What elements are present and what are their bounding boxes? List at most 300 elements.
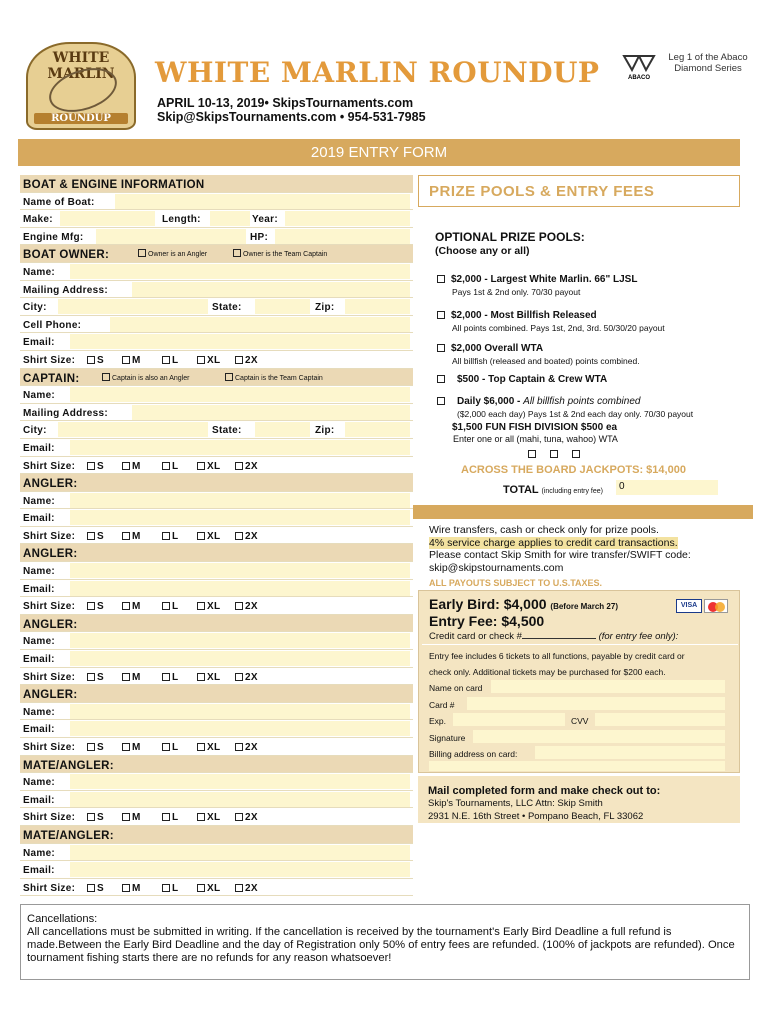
owner-angler-label: Owner is an Angler [148, 251, 208, 259]
boat-name-label: Name of Boat: [23, 196, 95, 208]
shirt-l-checkbox[interactable] [162, 884, 170, 892]
prize-4 [437, 369, 607, 387]
prize-2-label: $2,000 - Most Billfish Released [451, 310, 597, 321]
shirt-xl-label: XL [207, 812, 221, 824]
shirt-l-label: L [172, 601, 179, 613]
event-contact: Skip@SkipsTournaments.com • 954-531-7985 [157, 110, 426, 124]
angler-1-email-field[interactable] [70, 510, 410, 525]
shirt-2x-checkbox[interactable] [235, 743, 243, 751]
abaco-logo-text: ABACO [628, 75, 650, 81]
prize-1-label: $2,000 - Largest White Marlin. 66" LJSL [451, 274, 638, 285]
shirt-xl-label: XL [207, 671, 221, 683]
entry-form-left [20, 175, 413, 896]
angler-4-name-label: Name: [23, 706, 56, 718]
shirt-option-2x [235, 355, 258, 366]
shirt-xl-checkbox[interactable] [197, 673, 205, 681]
cvv-field[interactable] [595, 713, 725, 726]
shirt-l-label: L [172, 882, 179, 894]
cancellation-policy [20, 904, 750, 980]
visa-icon: VISA [676, 599, 702, 613]
tournament-logo [26, 42, 136, 130]
page-title: WHITE MARLIN ROUNDUP [155, 56, 600, 89]
billing-label: Billing address on card: [429, 749, 518, 759]
shirt-2x-label: 2X [245, 460, 258, 472]
shirt-option-2x [235, 531, 258, 542]
event-dates: APRIL 10-13, 2019• SkipsTournaments.com [157, 96, 414, 110]
shirt-option-s [87, 531, 104, 542]
owner-city-label: City: [23, 302, 47, 314]
captain-angler-checkbox[interactable] [102, 373, 110, 381]
mahi-checkbox[interactable] [528, 450, 536, 458]
shirt-m-checkbox[interactable] [122, 743, 130, 751]
mate-angler-5-name-label: Name: [23, 777, 56, 789]
shirt-l-label: L [172, 530, 179, 542]
angler-2-header [20, 544, 413, 562]
prize-5-label: Daily $6,000 - [457, 396, 524, 407]
owner-name-row [20, 263, 413, 281]
shirt-s-label: S [97, 530, 104, 542]
mate-angler-6-email-label: Email: [23, 865, 55, 877]
angler-1-name-field[interactable] [70, 493, 410, 508]
prize-1 [437, 269, 637, 297]
angler-3-name-label: Name: [23, 636, 56, 648]
exp-label: Exp. [429, 716, 447, 726]
prize-3-note: All billfish (released and boated) points combined. [452, 356, 640, 366]
length-field[interactable] [210, 211, 250, 226]
owner-address-row [20, 281, 413, 299]
prize-3-label: $2,000 Overall WTA [451, 343, 544, 354]
shirt-option-xl [197, 601, 220, 612]
owner-email-label: Email: [23, 337, 55, 349]
owner-zip-label: Zip: [315, 302, 335, 314]
shirt-option-xl [197, 812, 220, 823]
angler-1-label: ANGLER: [23, 478, 78, 491]
angler-2-email-row [20, 580, 413, 598]
captain-angler-label: Captain is also an Angler [112, 374, 190, 382]
shirt-l-checkbox[interactable] [162, 743, 170, 751]
shirt-s-label: S [97, 742, 104, 753]
hp-field[interactable] [275, 229, 410, 244]
wire-contact-note: Please contact Skip Smith for wire transfer/SWIFT code: [429, 549, 691, 561]
shirt-l-checkbox[interactable] [162, 462, 170, 470]
engine-field[interactable] [96, 229, 246, 244]
exp-field[interactable] [453, 713, 565, 726]
prize-pools-title: PRIZE POOLS & ENTRY FEES [429, 183, 655, 200]
captain-city-label: City: [23, 425, 47, 437]
shirt-2x-label: 2X [245, 354, 258, 366]
owner-city-field[interactable] [58, 299, 208, 314]
shirt-option-xl [197, 742, 220, 753]
form-title: 2019 ENTRY FORM [18, 139, 740, 166]
shirt-option-xl [197, 355, 220, 366]
mail-name: Skip's Tournaments, LLC Attn: Skip Smith [428, 798, 603, 809]
angler-4-label: ANGLER: [23, 689, 78, 702]
shirt-option-2x [235, 672, 258, 683]
owner-zip-field[interactable] [345, 299, 410, 314]
owner-shirt-row [20, 351, 413, 369]
captain-header [20, 369, 413, 387]
card-number-field[interactable] [467, 697, 725, 710]
logo-title: WHITE MARLIN [47, 50, 115, 82]
owner-angler-checkbox[interactable] [138, 249, 146, 257]
fun-fish-title: $1,500 FUN FISH DIVISION $500 ea [452, 422, 618, 433]
abaco-logo [618, 52, 660, 82]
shirt-l-checkbox[interactable] [162, 813, 170, 821]
shirt-option-l [162, 812, 178, 823]
cc-check-label [429, 631, 678, 642]
captain-zip-field[interactable] [345, 422, 410, 437]
mate-angler-6-name-field[interactable] [70, 845, 410, 860]
angler-2-name-label: Name: [23, 566, 56, 578]
angler-1-name-row [20, 492, 413, 510]
owner-header [20, 245, 413, 263]
shirt-option-2x [235, 742, 258, 753]
shirt-2x-label: 2X [245, 882, 258, 894]
shirt-xl-label: XL [207, 354, 221, 366]
angler-4-header [20, 685, 413, 703]
wire-note: Wire transfers, cash or check only for prize pools. [429, 524, 659, 536]
series-note: Leg 1 of the Abaco Diamond Series [668, 52, 748, 74]
shirt-m-checkbox[interactable] [122, 673, 130, 681]
total-label-text: TOTAL [503, 484, 539, 496]
prize-5-detail: All billfish points combined [523, 396, 641, 407]
shirt-m-checkbox[interactable] [122, 462, 130, 470]
ticket-note-1: Entry fee includes 6 tickets to all functions, payable by credit card or [429, 651, 685, 661]
event-info [157, 96, 426, 124]
jackpots-total: ACROSS THE BOARD JACKPOTS: $14,000 [461, 464, 686, 476]
mate-angler-5-header [20, 756, 413, 774]
shirt-option-2x [235, 601, 258, 612]
optional-pools-heading: OPTIONAL PRIZE POOLS: [435, 230, 585, 244]
shirt-l-label: L [172, 671, 179, 683]
mail-address: 2931 N.E. 16th Street • Pompano Beach, FL 33062 [428, 811, 644, 822]
entry-fee-box [418, 590, 740, 773]
prize-1-note: Pays 1st & 2nd only. 70/30 payout [452, 287, 581, 297]
early-bird-fee [429, 596, 618, 612]
service-charge-note: 4% service charge applies to credit card transactions. [429, 536, 678, 549]
divider [422, 644, 738, 645]
shirt-size-label: Shirt Size: [23, 460, 76, 472]
shirt-option-l [162, 883, 178, 894]
shirt-s-label: S [97, 354, 104, 366]
shirt-option-s [87, 355, 104, 366]
mate-angler-5-email-label: Email: [23, 794, 55, 806]
shirt-m-checkbox[interactable] [122, 813, 130, 821]
shirt-l-label: L [172, 460, 179, 472]
angler-3-label: ANGLER: [23, 618, 78, 631]
cc-check-text: Credit card or check # [429, 631, 522, 642]
shirt-xl-label: XL [207, 530, 221, 542]
section-divider [413, 505, 753, 519]
shirt-s-checkbox[interactable] [87, 673, 95, 681]
angler-2-email-label: Email: [23, 583, 55, 595]
shirt-l-checkbox[interactable] [162, 356, 170, 364]
shirt-option-l [162, 742, 178, 753]
payment-notes [429, 524, 691, 590]
shirt-s-checkbox[interactable] [87, 532, 95, 540]
shirt-option-s [87, 461, 104, 472]
shirt-option-l [162, 601, 178, 612]
angler-3-email-label: Email: [23, 654, 55, 666]
shirt-m-label: M [132, 812, 141, 824]
captain-state-field[interactable] [255, 422, 310, 437]
mate-angler-6-name-row [20, 844, 413, 862]
shirt-option-2x [235, 812, 258, 823]
angler-1-header [20, 474, 413, 492]
shirt-m-checkbox[interactable] [122, 884, 130, 892]
shirt-s-checkbox[interactable] [87, 884, 95, 892]
captain-state-label: State: [212, 425, 242, 437]
shirt-s-checkbox[interactable] [87, 356, 95, 364]
mate-angler-6-name-label: Name: [23, 847, 56, 859]
total-field[interactable]: 0 [616, 480, 718, 495]
captain-city-field[interactable] [58, 422, 208, 437]
shirt-m-label: M [132, 460, 141, 472]
prize-3-checkbox[interactable] [437, 344, 445, 352]
engine-label: Engine Mfg: [23, 231, 84, 243]
mate-angler-6-shirt-row [20, 879, 413, 897]
captain-city-row [20, 421, 413, 439]
owner-address-field[interactable] [132, 282, 410, 297]
shirt-size-label: Shirt Size: [23, 742, 76, 753]
shirt-2x-checkbox[interactable] [235, 813, 243, 821]
shirt-m-checkbox[interactable] [122, 602, 130, 610]
mate-angler-6-label: MATE/ANGLER: [23, 829, 114, 842]
ticket-note [429, 648, 685, 680]
shirt-xl-checkbox[interactable] [197, 813, 205, 821]
angler-2-name-field[interactable] [70, 563, 410, 578]
captain-email-field[interactable] [70, 440, 410, 455]
shirt-m-checkbox[interactable] [122, 532, 130, 540]
shirt-xl-label: XL [207, 882, 221, 894]
shirt-size-label: Shirt Size: [23, 882, 76, 894]
prize-4-label: $500 - Top Captain & Crew WTA [457, 374, 608, 385]
owner-email-field[interactable] [70, 334, 410, 349]
early-bird-deadline: (Before March 27) [550, 602, 618, 611]
angler-4-email-row [20, 720, 413, 738]
mate-angler-5-label: MATE/ANGLER: [23, 759, 114, 772]
prize-5 [437, 391, 693, 419]
shirt-2x-label: 2X [245, 812, 258, 824]
mate-angler-6-email-row [20, 861, 413, 879]
fun-fish-note: Enter one or all (mahi, tuna, wahoo) WTA [453, 434, 618, 444]
mate-angler-5-name-field[interactable] [70, 774, 410, 789]
shirt-l-label: L [172, 812, 179, 824]
mate-angler-6-email-field[interactable] [70, 862, 410, 877]
shirt-xl-label: XL [207, 601, 221, 613]
angler-1-email-row [20, 509, 413, 527]
shirt-s-label: S [97, 882, 104, 894]
cancellation-heading: Cancellations: [27, 913, 98, 925]
shirt-option-s [87, 742, 104, 753]
owner-state-label: State: [212, 302, 242, 314]
boat-section-label: BOAT & ENGINE INFORMATION [23, 179, 205, 191]
shirt-size-label: Shirt Size: [23, 671, 76, 683]
boat-name-row [20, 193, 413, 211]
total-note: (including entry fee) [541, 488, 603, 495]
shirt-m-label: M [132, 601, 141, 613]
prize-2-checkbox[interactable] [437, 311, 445, 319]
captain-team-label: Captain is the Team Captain [235, 374, 323, 382]
shirt-2x-checkbox[interactable] [235, 673, 243, 681]
angler-1-email-label: Email: [23, 513, 55, 525]
engine-row [20, 228, 413, 246]
shirt-option-2x [235, 461, 258, 472]
angler-2-email-field[interactable] [70, 581, 410, 596]
captain-shirt-row [20, 457, 413, 475]
shirt-2x-label: 2X [245, 742, 258, 753]
shirt-2x-checkbox[interactable] [235, 462, 243, 470]
prize-3 [437, 338, 640, 366]
shirt-l-checkbox[interactable] [162, 673, 170, 681]
owner-state-field[interactable] [255, 299, 310, 314]
billing-field-2[interactable] [429, 761, 725, 771]
shirt-option-xl [197, 883, 220, 894]
owner-captain-checkbox[interactable] [233, 249, 241, 257]
shirt-xl-checkbox[interactable] [197, 356, 205, 364]
signature-label: Signature [429, 733, 466, 743]
mate-angler-5-email-row [20, 791, 413, 809]
make-row [20, 210, 413, 228]
shirt-s-label: S [97, 812, 104, 824]
total-label [503, 484, 603, 496]
wahoo-checkbox[interactable] [572, 450, 580, 458]
shirt-option-s [87, 883, 104, 894]
shirt-l-checkbox[interactable] [162, 532, 170, 540]
make-field[interactable] [60, 211, 155, 226]
fun-fish-options [528, 444, 582, 462]
prize-2-note: All points combined. Pays 1st, 2nd, 3rd. 50/30/20 payout [452, 323, 665, 333]
owner-cell-label: Cell Phone: [23, 319, 82, 331]
captain-address-row [20, 404, 413, 422]
prize-1-checkbox[interactable] [437, 275, 445, 283]
entry-fee: Entry Fee: $4,500 [429, 613, 545, 629]
angler-3-email-field[interactable] [70, 651, 410, 666]
shirt-option-m [122, 883, 141, 894]
captain-email-label: Email: [23, 442, 55, 454]
shirt-s-label: S [97, 671, 104, 683]
shirt-xl-checkbox[interactable] [197, 602, 205, 610]
shirt-s-checkbox[interactable] [87, 462, 95, 470]
captain-name-label: Name: [23, 390, 56, 402]
owner-captain-label: Owner is the Team Captain [243, 251, 328, 259]
angler-1-shirt-row [20, 527, 413, 545]
shirt-xl-checkbox[interactable] [197, 462, 205, 470]
captain-name-row [20, 386, 413, 404]
angler-2-shirt-row [20, 597, 413, 615]
mail-heading: Mail completed form and make check out to: [428, 785, 661, 797]
prize-4-checkbox[interactable] [437, 375, 445, 383]
captain-zip-label: Zip: [315, 425, 335, 437]
shirt-xl-label: XL [207, 460, 221, 472]
captain-address-label: Mailing Address: [23, 407, 108, 419]
shirt-option-s [87, 601, 104, 612]
shirt-size-label: Shirt Size: [23, 354, 76, 366]
shirt-xl-checkbox[interactable] [197, 532, 205, 540]
prize-5-checkbox[interactable] [437, 397, 445, 405]
shirt-2x-checkbox[interactable] [235, 356, 243, 364]
shirt-2x-checkbox[interactable] [235, 532, 243, 540]
shirt-option-m [122, 742, 141, 753]
shirt-option-l [162, 531, 178, 542]
angler-4-email-label: Email: [23, 724, 55, 736]
angler-4-name-field[interactable] [70, 704, 410, 719]
shirt-option-s [87, 672, 104, 683]
shirt-option-s [87, 812, 104, 823]
owner-cell-row [20, 316, 413, 334]
angler-3-name-field[interactable] [70, 633, 410, 648]
prize-5-note: ($2,000 each day) Pays 1st & 2nd each day only. 70/30 payout [457, 409, 694, 419]
owner-address-label: Mailing Address: [23, 284, 108, 296]
shirt-option-m [122, 531, 141, 542]
shirt-2x-checkbox[interactable] [235, 884, 243, 892]
year-field[interactable] [285, 211, 410, 226]
mate-angler-5-email-field[interactable] [70, 792, 410, 807]
shirt-option-l [162, 672, 178, 683]
billing-field[interactable] [535, 746, 725, 759]
mastercard-icon [704, 599, 728, 613]
shirt-option-l [162, 355, 178, 366]
captain-team-checkbox[interactable] [225, 373, 233, 381]
name-on-card-field[interactable] [491, 680, 725, 693]
card-number-label: Card # [429, 700, 455, 710]
shirt-option-2x [235, 883, 258, 894]
owner-name-field[interactable] [70, 264, 410, 279]
shirt-l-checkbox[interactable] [162, 602, 170, 610]
cvv-label: CVV [571, 716, 589, 726]
shirt-s-checkbox[interactable] [87, 813, 95, 821]
shirt-s-checkbox[interactable] [87, 743, 95, 751]
make-label: Make: [23, 214, 53, 226]
name-on-card-label: Name on card [429, 683, 483, 693]
shirt-xl-checkbox[interactable] [197, 743, 205, 751]
shirt-option-m [122, 355, 141, 366]
mate-angler-5-name-row [20, 773, 413, 791]
shirt-s-label: S [97, 460, 104, 472]
captain-address-field[interactable] [132, 405, 410, 420]
shirt-s-label: S [97, 601, 104, 613]
captain-label: CAPTAIN: [23, 372, 80, 385]
logo-subtitle: ROUNDUP [34, 113, 127, 124]
tuna-checkbox[interactable] [550, 450, 558, 458]
cc-check-note: (for entry fee only): [598, 631, 679, 642]
shirt-option-xl [197, 672, 220, 683]
shirt-2x-checkbox[interactable] [235, 602, 243, 610]
angler-3-header [20, 615, 413, 633]
boat-name-field[interactable] [115, 194, 410, 209]
optional-pools-note: (Choose any or all) [435, 245, 530, 257]
captain-name-field[interactable] [70, 387, 410, 402]
angler-3-name-row [20, 632, 413, 650]
signature-field[interactable] [473, 730, 725, 743]
shirt-m-label: M [132, 671, 141, 683]
shirt-l-label: L [172, 354, 179, 366]
owner-cell-field[interactable] [110, 317, 410, 332]
cancellation-text: All cancellations must be submitted in writing. If the cancellation is received by the tournament's Early Bird Deadline a full refund is made.Between the Early Bird Deadline and the day of Registration only 50% of entry fees are refunded. (100% of jackpots are refunded). Once tournament fishing starts there are no refunds for any reason whatsoever! [27, 926, 735, 964]
shirt-xl-checkbox[interactable] [197, 884, 205, 892]
angler-2-name-row [20, 562, 413, 580]
shirt-s-checkbox[interactable] [87, 602, 95, 610]
captain-email-row [20, 439, 413, 457]
shirt-m-checkbox[interactable] [122, 356, 130, 364]
shirt-m-label: M [132, 354, 141, 366]
prize-2 [437, 305, 665, 333]
boat-section-header [20, 175, 413, 193]
angler-4-email-field[interactable] [70, 721, 410, 736]
owner-name-label: Name: [23, 266, 56, 278]
shirt-m-label: M [132, 530, 141, 542]
angler-3-shirt-row [20, 668, 413, 686]
